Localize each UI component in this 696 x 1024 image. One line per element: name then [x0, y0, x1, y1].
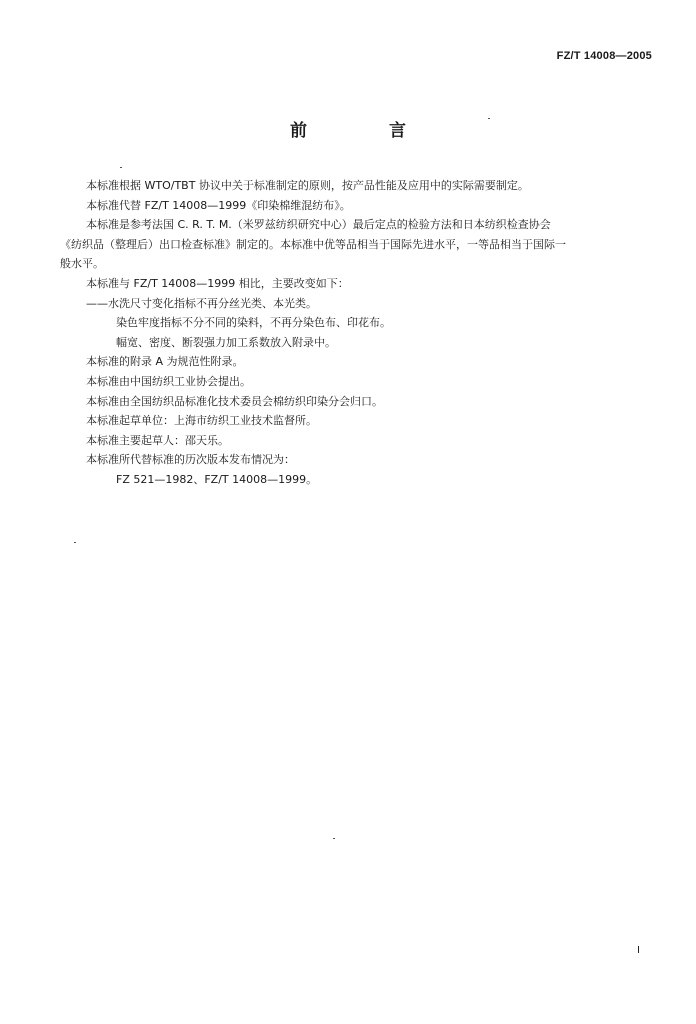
page-number: I — [637, 945, 640, 956]
paragraph-replaces: 本标准代替 FZ/T 14008—1999《印染棉维混纺布》。 — [86, 198, 351, 212]
foreword-body — [62, 176, 662, 490]
paragraph-history: 本标准所代替标准的历次版本发布情况为： — [86, 453, 295, 467]
paragraph-annex: 本标准的附录 A 为规范性附录。 — [86, 355, 244, 369]
paragraph-reference-line2: 《纺织品（整理后）出口检查标准》制定的。本标准中优等品相当于国际先进水平，一等品相当于国际一 — [60, 237, 566, 251]
scan-speck — [120, 167, 122, 168]
paragraph-reference-line3: 般水平。 — [60, 257, 104, 271]
paragraph-drafter: 本标准主要起草人：邵天乐。 — [86, 433, 229, 447]
changes-item-2: 染色牢度指标不分不同的染料，不再分染色布、印花布。 — [116, 316, 391, 330]
changes-item-3: 幅宽、密度、断裂强力加工系数放入附录中。 — [116, 335, 336, 349]
paragraph-centralized: 本标准由全国纺织品标准化技术委员会棉纺织印染分会归口。 — [86, 394, 383, 408]
paragraph-reference-line1: 本标准是参考法国 C. R. T. M.（米罗兹纺织研究中心）最后定点的检验方法和日本纺织检查协会 — [86, 218, 551, 232]
paragraph-proposer: 本标准由中国纺织工业协会提出。 — [86, 374, 251, 388]
paragraph-drafting-unit: 本标准起草单位：上海市纺织工业技术监督所。 — [86, 414, 317, 428]
history-detail: FZ 521—1982、FZ/T 14008—1999。 — [116, 472, 318, 486]
page-title: 前 言 — [290, 121, 444, 141]
scan-speck — [333, 838, 335, 839]
standard-code: FZ/T 14008—2005 — [556, 50, 652, 62]
changes-item-1: ——水洗尺寸变化指标不再分丝光类、本光类。 — [86, 296, 317, 310]
scan-speck — [488, 118, 490, 119]
paragraph-changes: 本标准与 FZ/T 14008—1999 相比，主要改变如下： — [86, 276, 349, 290]
scan-speck — [74, 542, 76, 543]
paragraph-basis: 本标准根据 WTO/TBT 协议中关于标准制定的原则，按产品性能及应用中的实际需要制定。 — [86, 179, 529, 192]
